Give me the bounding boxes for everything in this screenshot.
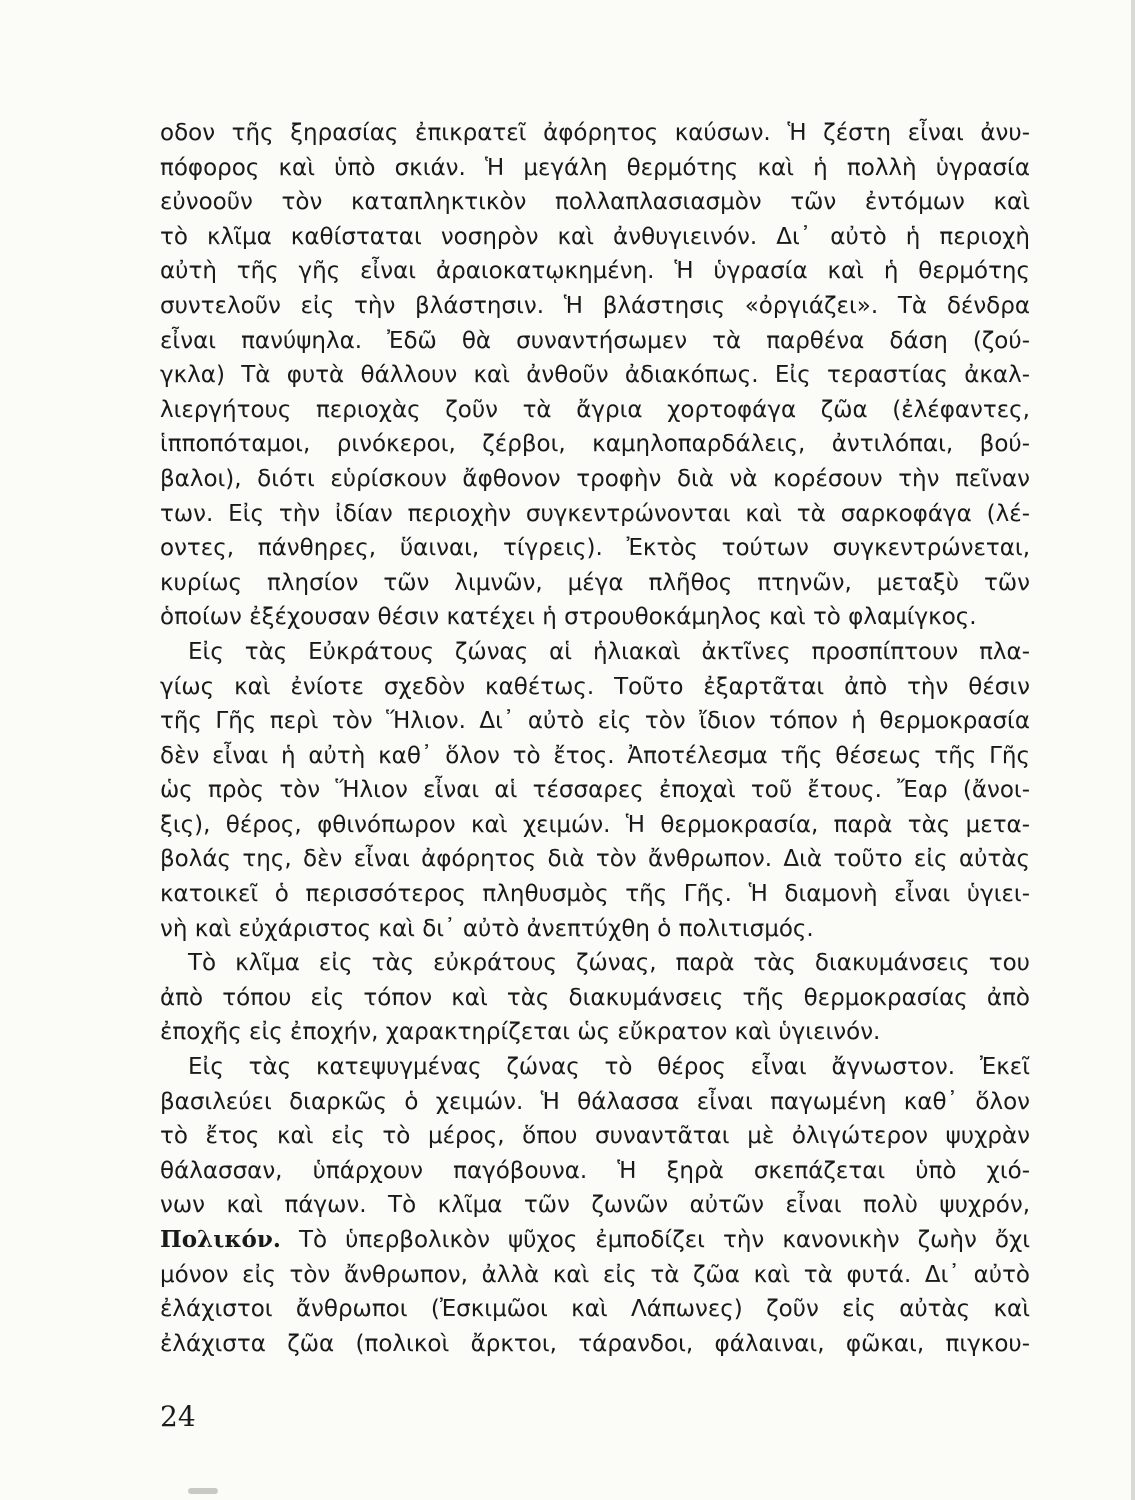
text-line: των. Εἰς τὴν ἰδίαν περιοχὴν συγκεντρώνονται καὶ τὰ σαρκοφάγα (λέ- <box>160 500 1030 527</box>
text-line: ξις), θέρος, φθινόπωρον καὶ χειμών. Ἡ θερμοκρασία, παρὰ τὰς μετα- <box>160 811 1030 838</box>
bold-term: Πολικόν. <box>160 1226 281 1253</box>
text-line: Εἰς τὰς Εὐκράτους ζώνας αἱ ἡλιακαὶ ἀκτῖνες προσπίπτουν πλα- <box>188 638 1030 665</box>
text-line <box>160 1223 1030 1258</box>
page-number: 24 <box>160 1400 196 1433</box>
ink-smudge <box>188 1488 218 1494</box>
text-line: θάλασσαν, ὑπάρχουν παγόβουνα. Ἡ ξηρὰ σκεπάζεται ὑπὸ χιό- <box>160 1157 1030 1184</box>
text-line: Τὸ κλῖμα εἰς τὰς εὐκράτους ζώνας, παρὰ τὰς διακυμάνσεις του <box>188 950 1030 977</box>
text-line: βαλοι), διότι εὑρίσκουν ἄφθονον τροφὴν διὰ νὰ κορέσουν τὴν πεῖναν <box>160 465 1030 492</box>
text-line: γκλα) Τὰ φυτὰ θάλλουν καὶ ἀνθοῦν ἀδιακόπως. Εἰς τεραστίας ἀκαλ- <box>160 362 1030 389</box>
text-line: κατοικεῖ ὁ περισσότερος πληθυσμὸς τῆς Γῆς. Ἡ διαμονὴ εἶναι ὑγιει- <box>160 881 1030 908</box>
text-line: ἐλάχιστα ζῶα (πολικοὶ ἄρκτοι, τάρανδοι, φάλαιναι, φῶκαι, πιγκου- <box>160 1330 1030 1357</box>
text-line: τὸ ἔτος καὶ εἰς τὸ μέρος, ὅπου συναντᾶται μὲ ὀλιγώτερον ψυχρὰν <box>160 1123 1030 1150</box>
text-line: ἱπποπόταμοι, ρινόκεροι, ζέρβοι, καμηλοπαρδάλεις, ἀντιλόπαι, βού- <box>160 431 1030 458</box>
text-line: δὲν εἶναι ἡ αὐτὴ καθ᾽ ὅλον τὸ ἔτος. Ἀποτέλεσμα τῆς θέσεως τῆς Γῆς <box>160 742 1030 769</box>
text-line: νὴ καὶ εὐχάριστος καὶ δι᾽ αὐτὸ ἀνεπτύχθη ὁ πολιτισμός. <box>160 915 814 942</box>
text-line: οδον τῆς ξηρασίας ἐπικρατεῖ ἀφόρητος καύσων. Ἡ ζέστη εἶναι ἀνυ- <box>160 120 1030 146</box>
text-line: ἐποχῆς εἰς ἐποχήν, χαρακτηρίζεται ὡς εὔκρατον καὶ ὑγιεινόν. <box>160 1019 881 1046</box>
text-line: γίως καὶ ἐνίοτε σχεδὸν καθέτως. Τοῦτο ἐξαρτᾶται ἀπὸ τὴν θέσιν <box>160 673 1030 700</box>
text-line: ὡς πρὸς τὸν Ἥλιον εἶναι αἱ τέσσαρες ἐποχαὶ τοῦ ἔτους. Ἔαρ (ἄνοι- <box>160 777 1030 804</box>
text-line: ὁποίων ἐξέχουσαν θέσιν κατέχει ἡ στρουθοκάμηλος καὶ τὸ φλαμίγκος. <box>160 604 977 631</box>
text-line: εἶναι πανύψηλα. Ἐδῶ θὰ συναντήσωμεν τὰ παρθένα δάση (ζού- <box>160 327 1030 354</box>
text-line: τὸ κλῖμα καθίσταται νοσηρὸν καὶ ἀνθυγιεινόν. Δι᾽ αὐτὸ ἡ περιοχὴ <box>160 223 1030 250</box>
text-line: συντελοῦν εἰς τὴν βλάστησιν. Ἡ βλάστησις «ὀργιάζει». Τὰ δένδρα <box>160 292 1030 319</box>
text-line: ἀπὸ τόπου εἰς τόπον καὶ τὰς διακυμάνσεις τῆς θερμοκρασίας ἀπὸ <box>160 984 1030 1011</box>
text-line: κυρίως πλησίον τῶν λιμνῶν, μέγα πλῆθος πτηνῶν, μεταξὺ τῶν <box>160 569 1030 596</box>
text-line: βασιλεύει διαρκῶς ὁ χειμών. Ἡ θάλασσα εἶναι παγωμένη καθ᾽ ὅλον <box>160 1088 1030 1115</box>
page-edge <box>1131 0 1135 1500</box>
text-line: ἐλάχιστοι ἄνθρωποι (Ἐσκιμῶοι καὶ Λάπωνες) ζοῦν εἰς αὐτὰς καὶ <box>160 1296 1030 1323</box>
text-line: αὐτὴ τῆς γῆς εἶναι ἀραιοκατῳκημένη. Ἡ ὑγρασία καὶ ἡ θερμότης <box>160 258 1030 285</box>
text-line: λιεργήτους περιοχὰς ζοῦν τὰ ἄγρια χορτοφάγα ζῶα (ἐλέφαντες, <box>160 396 1030 423</box>
text-line: πόφορος καὶ ὑπὸ σκιάν. Ἡ μεγάλη θερμότης καὶ ἡ πολλὴ ὑγρασία <box>160 154 1030 181</box>
text-line: Εἰς τὰς κατεψυγμένας ζώνας τὸ θέρος εἶναι ἄγνωστον. Ἐκεῖ <box>188 1054 1030 1081</box>
text-line: τῆς Γῆς περὶ τὸν Ἥλιον. Δι᾽ αὐτὸ εἰς τὸν ἴδιον τόπον ἡ θερμοκρασία <box>160 708 1030 735</box>
text-line: βολάς της, δὲν εἶναι ἀφόρητος διὰ τὸν ἄνθρωπον. Διὰ τοῦτο εἰς αὐτὰς <box>160 846 1030 873</box>
text-line: εὐνοοῦν τὸν καταπληκτικὸν πολλαπλασιασμὸν τῶν ἐντόμων καὶ <box>160 189 1030 216</box>
text-line: οντες, πάνθηρες, ὕαιναι, τίγρεις). Ἐκτὸς τούτων συγκεντρώνεται, <box>160 535 1030 562</box>
text-line: μόνον εἰς τὸν ἄνθρωπον, ἀλλὰ καὶ εἰς τὰ ζῶα καὶ τὰ φυτά. Δι᾽ αὐτὸ <box>160 1261 1030 1288</box>
text-line-rest: Τὸ ὑπερβολικὸν ψῦχος ἐμποδίζει τὴν κανονικὴν ζωὴν ὄχι <box>298 1227 1031 1253</box>
body-text <box>160 116 1030 1361</box>
text-line: νων καὶ πάγων. Τὸ κλῖμα τῶν ζωνῶν αὐτῶν εἶναι πολὺ ψυχρόν, <box>160 1192 1030 1219</box>
